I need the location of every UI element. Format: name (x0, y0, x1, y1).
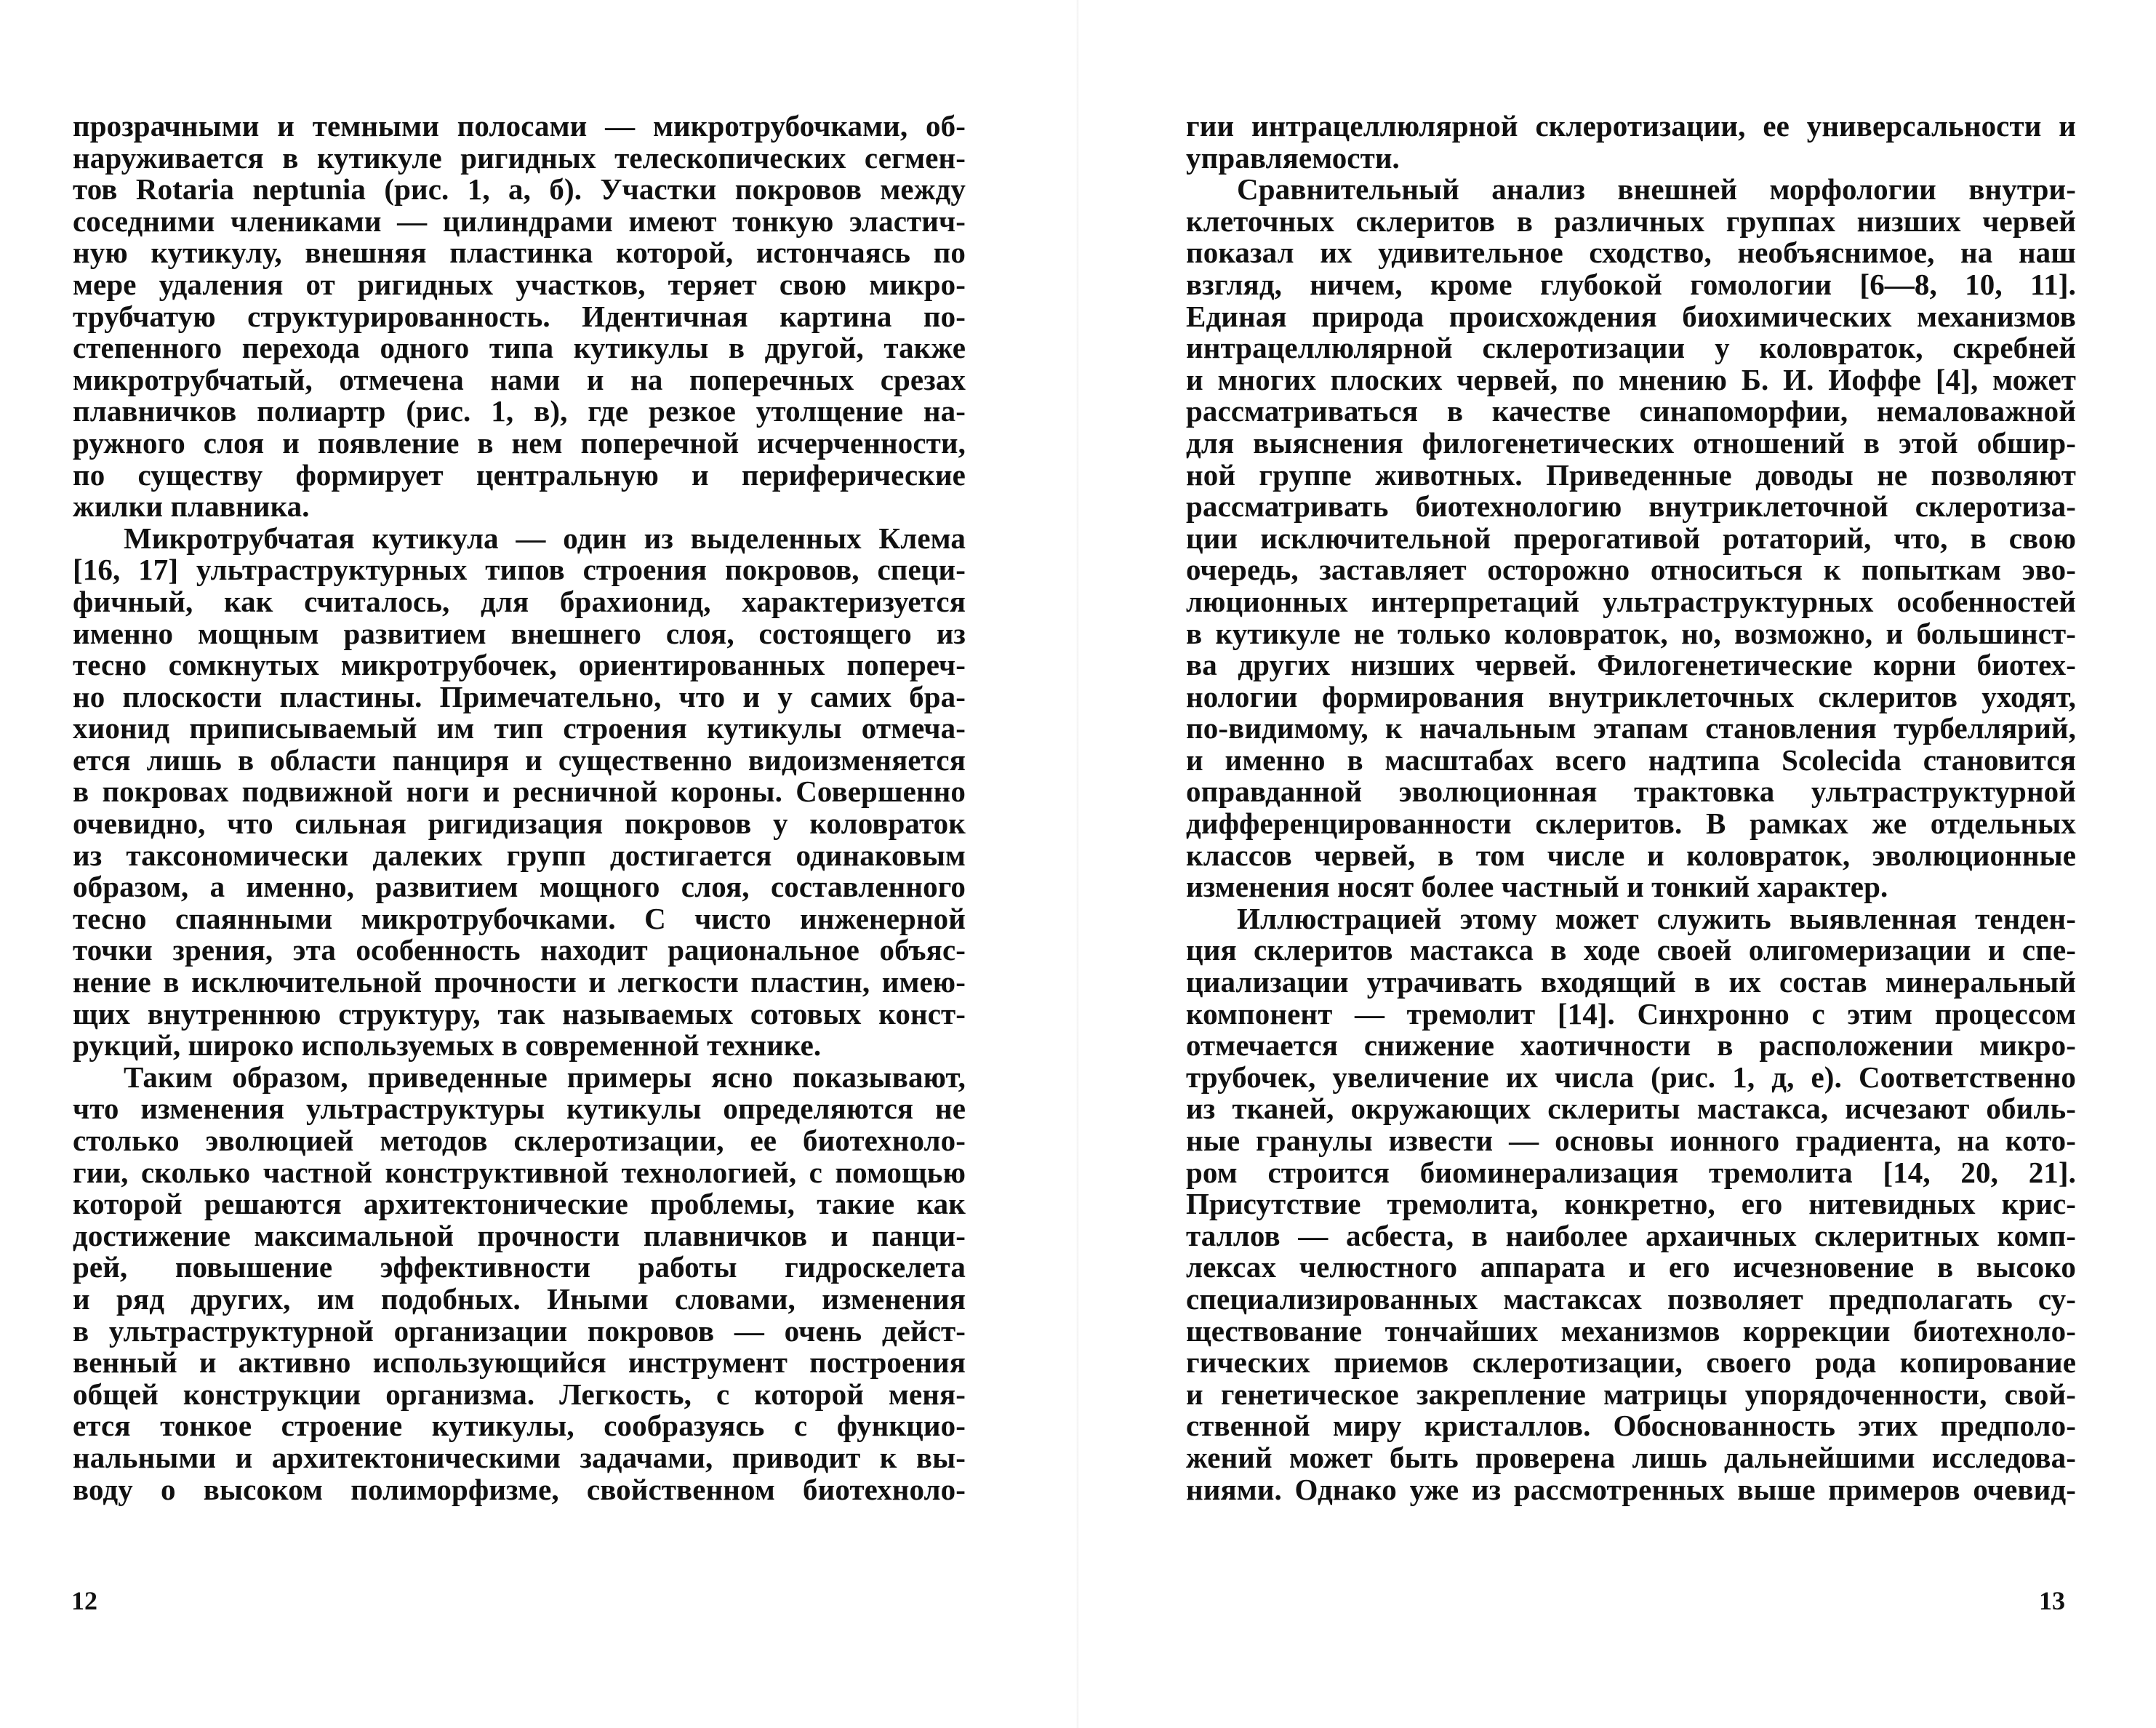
text-line: нологии формирования внутриклеточных склеритов уходят, (1186, 679, 2076, 713)
text-line: лексах челюстного аппарата и его исчезновение в высоко (1186, 1250, 2076, 1284)
text-line: которой решаются архитектонические проблемы, такие как (73, 1187, 966, 1221)
text-line: ружного слоя и появление в нем поперечной исчерченности, (73, 425, 966, 460)
text-line: хионид приписываемый им тип строения кутикулы отмеча- (73, 711, 966, 745)
text-line: гии, сколько частной конструктивной технологией, с помощью (73, 1155, 966, 1189)
text-line: столько эволюцией методов склеротизации, ее биотехноло- (73, 1124, 966, 1157)
text-line: и ряд других, им подобных. Иными словами, изменения (73, 1281, 966, 1316)
text-line: общей конструкции организма. Легкость, с которой меня- (73, 1377, 966, 1411)
text-line: фичный, как считалось, для брахионид, характеризуется (73, 584, 966, 618)
text-line: щих внутреннюю структуру, так называемых сотовых конст- (73, 996, 966, 1031)
text-line: Таким образом, приведенные примеры ясно показывают, (124, 1060, 966, 1094)
right-page (1078, 0, 2156, 1728)
text-line: Иллюстрацией этому может служить выявленная тенден- (1237, 901, 2076, 935)
text-line: но плоскости пластины. Примечательно, что и у самих бра- (73, 679, 966, 713)
text-line: жений может быть проверена лишь дальнейшими исследова- (1186, 1440, 2076, 1474)
text-line: отмечается снижение хаотичности в расположении микро- (1186, 1028, 2076, 1063)
text-line: Единая природа происхождения биохимических механизмов (1186, 299, 2076, 333)
text-line: ром строится биоминерализация тремолита [14, 20, 21]. (1186, 1155, 2076, 1189)
text-line: ственной миру кристаллов. Обоснованность этих предполо- (1186, 1409, 2076, 1443)
text-line: образом, а именно, развитием мощного слоя, составленного (73, 870, 966, 904)
text-line: трубчатую структурированность. Идентичная картина по- (73, 299, 966, 333)
text-line: очередь, заставляет осторожно относиться к попыткам эво- (1186, 553, 2076, 587)
text-line: Сравнительный анализ внешней морфологии внутри- (1237, 172, 2076, 207)
text-line: плавничков полиартр (рис. 1, в), где резкое утолщение на- (73, 394, 966, 428)
left-page-text-column (73, 111, 966, 1505)
text-line: гических приемов склеротизации, своего рода копирование (1186, 1345, 2076, 1380)
text-line: по-видимому, к начальным этапам становления турбеллярий, (1186, 711, 2076, 745)
text-line: ную кутикулу, внешняя пластинка которой, истончаясь по (73, 236, 966, 270)
text-line: нение в исключительной прочности и легкости пластин, имею- (73, 965, 966, 999)
text-line: оправданной эволюционная трактовка ультраструктурной (1186, 775, 2076, 809)
text-line: ные гранулы извести — основы ионного градиента, на кото- (1186, 1124, 2076, 1157)
text-line: таллов — асбеста, в наиболее архаичных склеритных комп- (1186, 1218, 2076, 1252)
text-line: рассматривать биотехнологию внутриклеточной склеротиза- (1186, 489, 2076, 524)
text-line: мере удаления от ригидных участков, теряет свою микро- (73, 267, 966, 301)
text-line: ции исключительной прерогативой ротаторий, что, в свою (1186, 521, 2076, 555)
text-line: интрацеллюлярной склеротизации у коловраток, скребней (1186, 331, 2076, 365)
text-line: гии интрацеллюлярной склеротизации, ее универсальности и (1186, 109, 2076, 143)
text-line: и именно в масштабах всего надтипа Scolecida становится (1186, 743, 2076, 777)
text-line: рей, повышение эффективности работы гидроскелета (73, 1250, 966, 1284)
text-line: трубочек, увеличение их числа (рис. 1, д, е). Соответственно (1186, 1060, 2076, 1094)
text-line: жилки плавника. (73, 489, 310, 524)
text-line: что изменения ультраструктуры кутикулы определяются не (73, 1092, 966, 1126)
text-line: очевидно, что сильная ригидизация покровов у коловраток (73, 807, 966, 841)
text-line: взгляд, ничем, кроме глубокой гомологии [6—8, 10, 11]. (1186, 267, 2076, 301)
text-line: тесно спаянными микротрубочками. С чисто инженерной (73, 901, 966, 935)
text-line: показал их удивительное сходство, необъяснимое, на наш (1186, 236, 2076, 270)
text-line: воду о высоком полиморфизме, свойственном биотехноло- (73, 1472, 966, 1506)
text-line: из таксономически далеких групп достигается одинаковым (73, 838, 966, 872)
text-line: специализированных мастаксах позволяет предполагать су- (1186, 1281, 2076, 1316)
text-line: рассматриваться в качестве синапоморфии, немаловажной (1186, 394, 2076, 428)
text-line: и многих плоских червей, по мнению Б. И. Иоффе [4], может (1186, 362, 2076, 396)
text-line: [16, 17] ультраструктурных типов строения покровов, специ- (73, 553, 966, 587)
text-line: ниями. Однако уже из рассмотренных выше примеров очевид- (1186, 1472, 2076, 1506)
right-page-text-column (1186, 111, 2076, 1505)
text-line: Присутствие тремолита, конкретно, его нитевидных крис- (1186, 1187, 2076, 1221)
text-line: и генетическое закрепление матрицы упорядоченности, свой- (1186, 1377, 2076, 1411)
text-line: ва других низших червей. Филогенетические корни биотех- (1186, 648, 2076, 682)
text-line: точки зрения, эта особенность находит рациональное объяс- (73, 933, 966, 967)
text-line: ется лишь в области панциря и существенно видоизменяется (73, 743, 966, 777)
left-page-number: 12 (71, 1586, 97, 1615)
text-line: тов Rotaria neptunia (рис. 1, а, б). Участки покровов между (73, 172, 966, 207)
text-line: именно мощным развитием внешнего слоя, состоящего из (73, 616, 966, 650)
text-line: в покровах подвижной ноги и ресничной короны. Совершенно (73, 775, 966, 809)
text-line: венный и активно использующийся инструмент построения (73, 1345, 966, 1380)
text-line: из тканей, окружающих склериты мастакса, исчезают обиль- (1186, 1092, 2076, 1126)
text-line: соседними члениками — цилиндрами имеют тонкую эластич- (73, 204, 966, 238)
text-line: ция склеритов мастакса в ходе своей олигомеризации и спе- (1186, 933, 2076, 967)
text-line: в ультраструктурной организации покровов — очень дейст- (73, 1313, 966, 1348)
text-line: для выяснения филогенетических отношений в этой обшир- (1186, 425, 2076, 460)
text-line: рукций, широко используемых в современной технике. (73, 1028, 822, 1063)
text-line: клеточных склеритов в различных группах низших червей (1186, 204, 2076, 238)
text-line: по существу формирует центральную и периферические (73, 457, 966, 492)
text-line: прозрачными и темными полосами — микротрубочками, об- (73, 109, 966, 143)
text-line: тесно сомкнутых микротрубочек, ориентированных попереч- (73, 648, 966, 682)
text-line: циализации утрачивать входящий в их состав минеральный (1186, 965, 2076, 999)
text-line: нальными и архитектоническими задачами, приводит к вы- (73, 1440, 966, 1474)
text-line: достижение максимальной прочности плавничков и панци- (73, 1218, 966, 1252)
text-line: в кутикуле не только коловраток, но, возможно, и большинст- (1186, 616, 2076, 650)
text-line: ществование тончайших механизмов коррекции биотехноло- (1186, 1313, 2076, 1348)
text-line: классов червей, в том числе и коловраток, эволюционные (1186, 838, 2076, 872)
text-line: управляемости. (1186, 140, 1400, 175)
text-line: компонент — тремолит [14]. Синхронно с этим процессом (1186, 996, 2076, 1031)
text-line: ется тонкое строение кутикулы, сообразуясь с функцио- (73, 1409, 966, 1443)
text-line: микротрубчатый, отмечена нами и на поперечных срезах (73, 362, 966, 396)
right-page-number: 13 (2039, 1586, 2065, 1615)
text-line: ной группе животных. Приведенные доводы не позволяют (1186, 457, 2076, 492)
text-line: дифференцированности склеритов. В рамках же отдельных (1186, 807, 2076, 841)
text-line: степенного перехода одного типа кутикулы в другой, также (73, 331, 966, 365)
text-line: люционных интерпретаций ультраструктурных особенностей (1186, 584, 2076, 618)
text-line: наруживается в кутикуле ригидных телескопических сегмен- (73, 140, 966, 175)
text-line: Микротрубчатая кутикула — один из выделенных Клема (124, 521, 966, 555)
text-line: изменения носят более частный и тонкий характер. (1186, 870, 1888, 904)
